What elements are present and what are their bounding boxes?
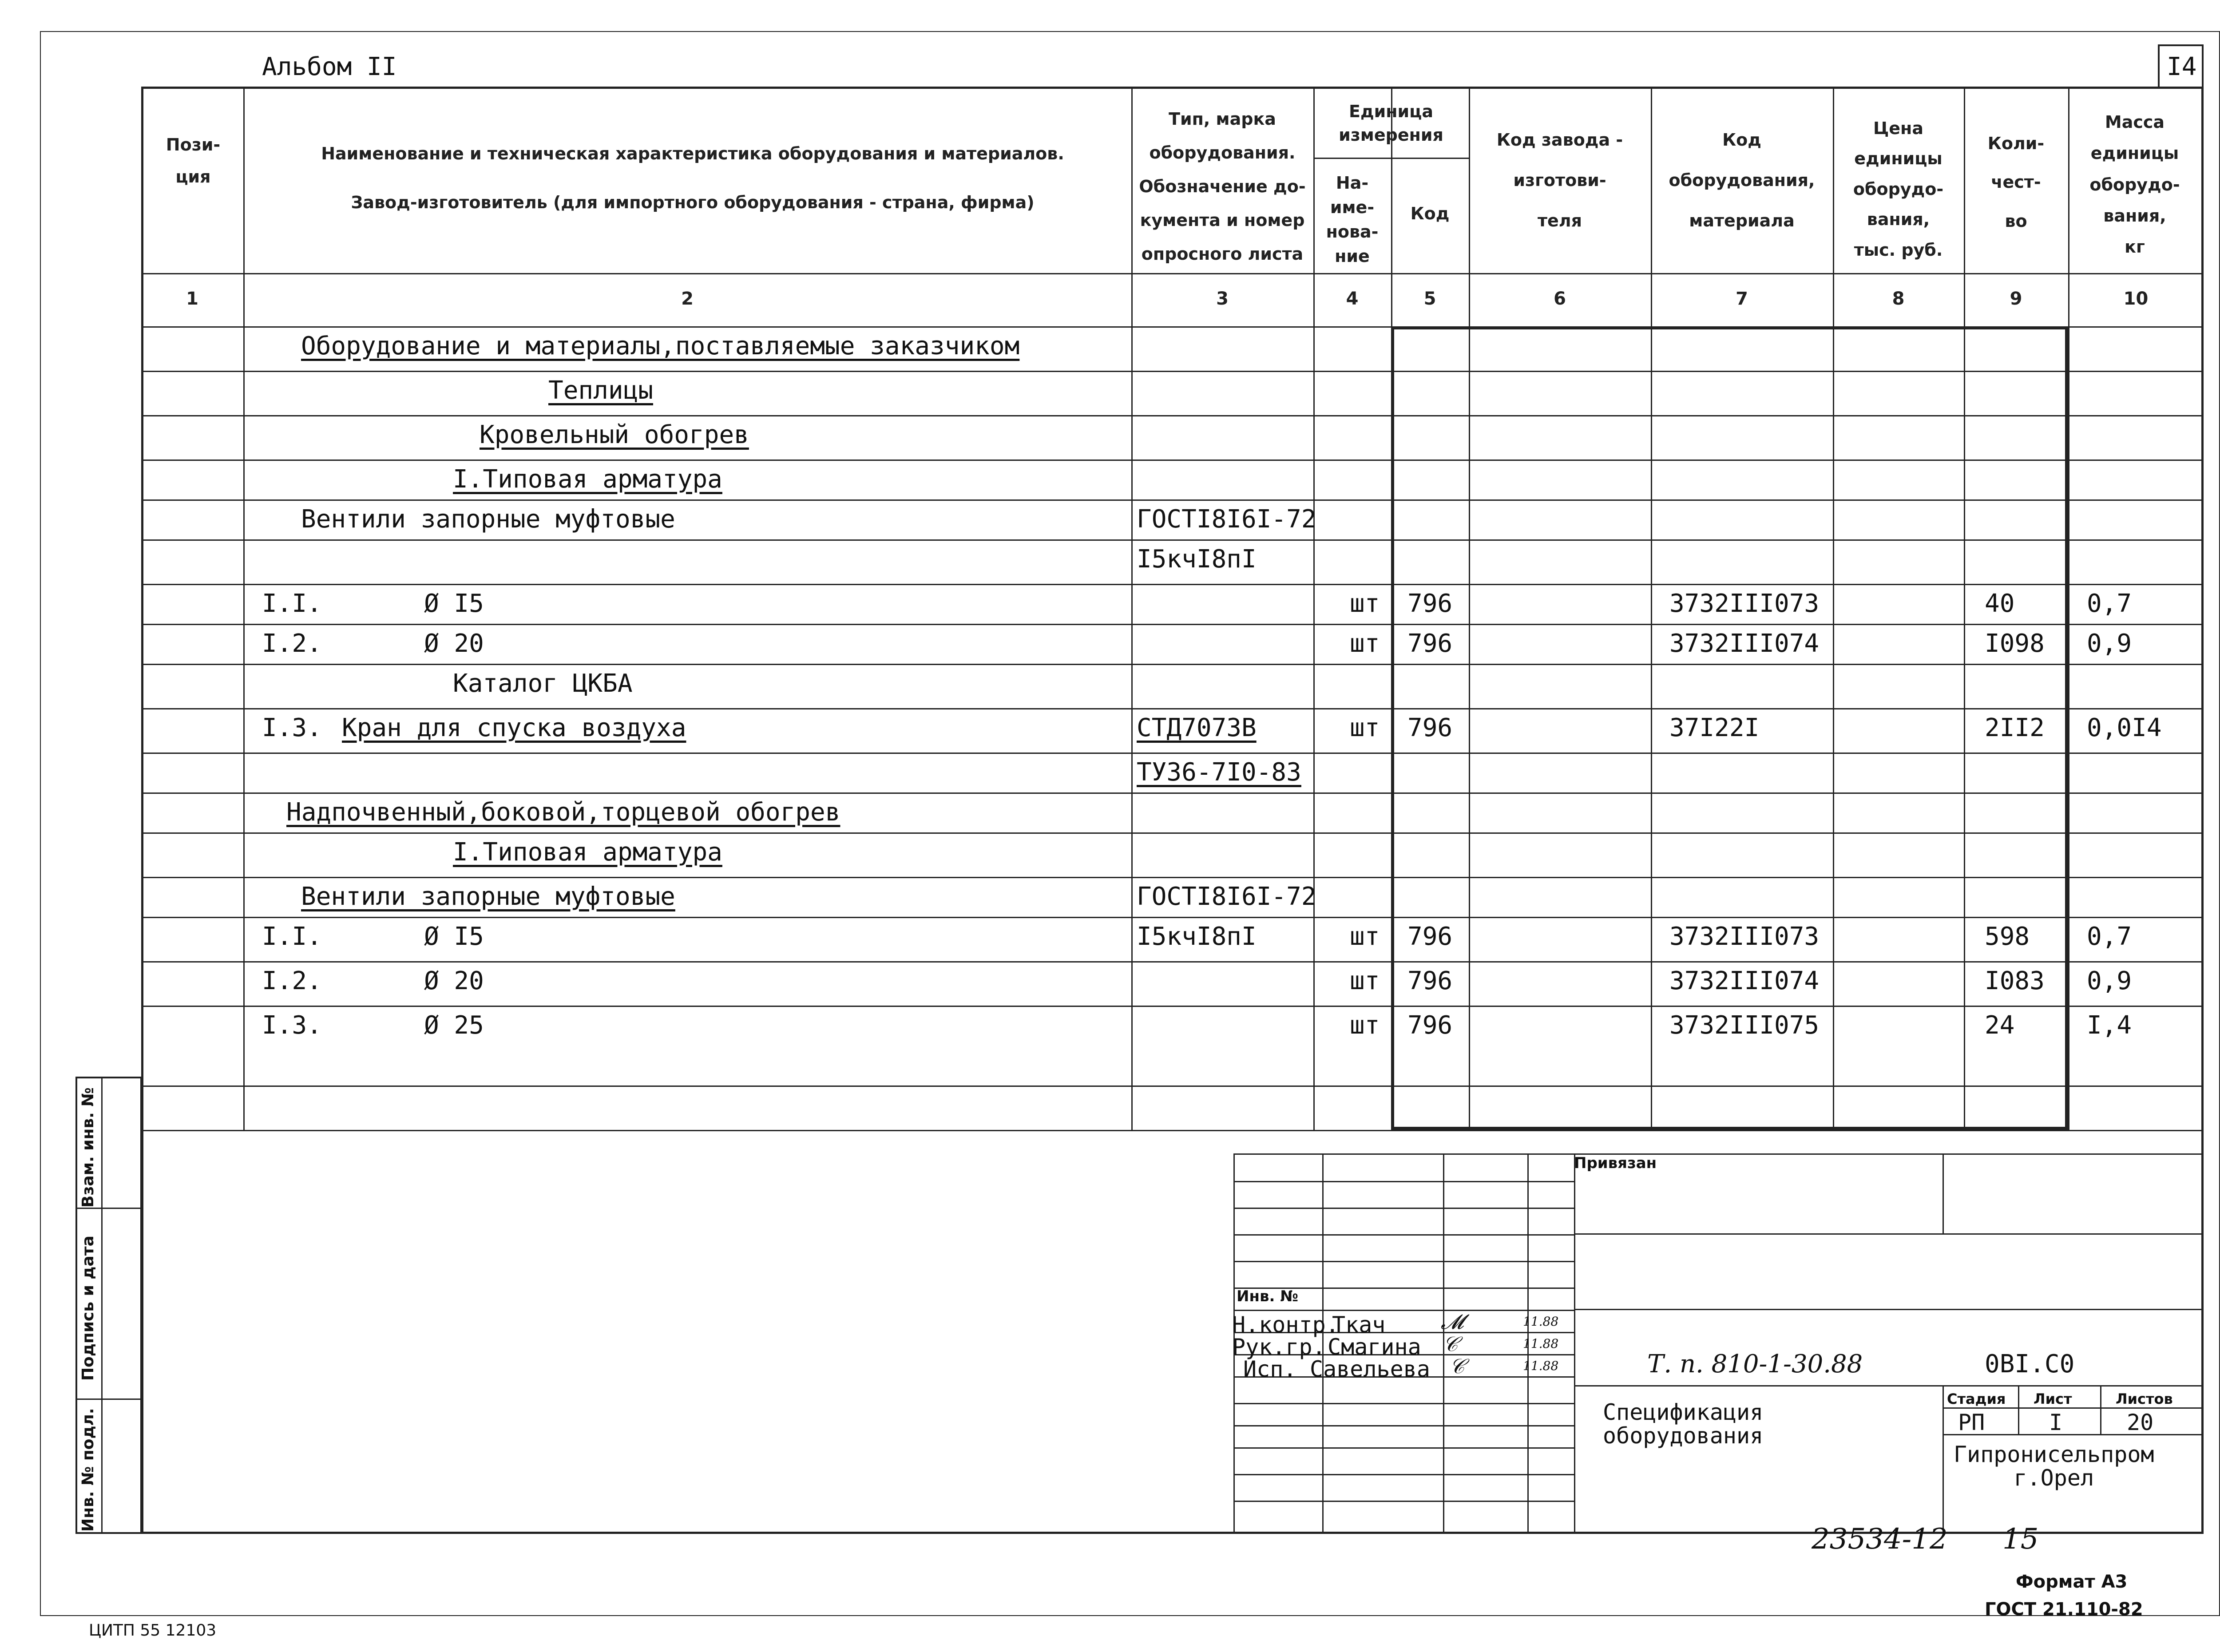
- bound-bottom: [1574, 1233, 2204, 1235]
- row-mass: 0,9: [2087, 967, 2132, 995]
- column-number: 7: [1736, 289, 1748, 309]
- row-name: Ø 25: [424, 1011, 484, 1040]
- row-position: I.I.: [262, 589, 322, 618]
- citp-label: ЦИТП 55 12103: [89, 1621, 217, 1640]
- column-number: 3: [1216, 289, 1229, 309]
- column-number: 9: [2010, 289, 2022, 309]
- col-qty-header: Коли- чест- во: [1987, 134, 2045, 231]
- stage-label: Стадия: [1947, 1391, 2006, 1407]
- column-number: 2: [681, 289, 694, 309]
- row-unit: шт: [1350, 589, 1380, 618]
- row-name: Кровельный обогрев: [480, 420, 749, 449]
- side-divider-v: [101, 1077, 103, 1534]
- inv-label: Инв. №: [1237, 1288, 1299, 1305]
- row-position: I.3.: [262, 1011, 322, 1040]
- album-label: Альбом II: [262, 52, 397, 81]
- row-type: ГОСТI8I6I-72: [1137, 505, 1316, 534]
- stamp-row: [1233, 1181, 1574, 1182]
- row-name: Вентили запорные муфтовые: [301, 505, 675, 534]
- row-name: Оборудование и материалы,поставляемые заказчиком: [301, 332, 1020, 361]
- stage-header-bottom: [1942, 1407, 2204, 1409]
- row-quantity: 24: [1985, 1011, 2015, 1040]
- row-mass: I,4: [2087, 1011, 2132, 1040]
- row-equipment-code: 37I22I: [1669, 713, 1760, 742]
- row-equipment-code: 3732III074: [1669, 629, 1820, 658]
- document-title: Спецификация оборудования: [1603, 1399, 1764, 1449]
- stamp-row: [1233, 1208, 1574, 1209]
- row-unit-code: 796: [1407, 967, 1453, 995]
- row-unit-code: 796: [1407, 713, 1453, 742]
- row-mass: 0,0I4: [2087, 713, 2162, 742]
- row-type: ТУ36-7I0-83: [1137, 758, 1301, 787]
- project-bottom: [1574, 1385, 2204, 1387]
- document-code: 0BI.C0: [1985, 1350, 2075, 1379]
- col-type-header: Тип, марка оборудования. Обозначение до- кумента и номер опросного листа: [1139, 109, 1306, 264]
- row-name: I.Типовая арматура: [453, 838, 722, 867]
- row-type: ГОСТI8I6I-72: [1137, 882, 1316, 911]
- column-number: 6: [1554, 289, 1566, 309]
- row-name: Каталог ЦКБА: [453, 669, 633, 698]
- stage-col-divider: [2018, 1385, 2019, 1434]
- row-equipment-code: 3732III073: [1669, 922, 1820, 951]
- role-isp: Исп.: [1243, 1356, 1297, 1382]
- row-quantity: I083: [1985, 967, 2045, 995]
- row-position: I.3.: [262, 713, 322, 742]
- row-position: I.2.: [262, 967, 322, 995]
- bound-label: Привязан: [1574, 1154, 1657, 1172]
- role-n-kontr: Н.контр.: [1232, 1312, 1339, 1338]
- row-mass: 0,7: [2087, 589, 2132, 618]
- col-equipment-code-header: Код оборудования, материала: [1669, 130, 1815, 231]
- row-name: I.Типовая арматура: [453, 465, 722, 494]
- column-number: 8: [1892, 289, 1905, 309]
- col-unit-code-header: Код: [1410, 204, 1450, 223]
- bound-divider: [1942, 1153, 1944, 1233]
- handwritten-page: 15: [2002, 1523, 2039, 1556]
- row-quantity: I098: [1985, 629, 2045, 658]
- format-label: Формат А3: [2016, 1572, 2128, 1592]
- row-name: Ø I5: [424, 589, 484, 618]
- side-label-inv-podl: Инв. № подл.: [79, 1408, 97, 1532]
- row-name: Ø I5: [424, 922, 484, 951]
- date-1: 11.88: [1523, 1314, 1559, 1329]
- stamp-row: [1233, 1501, 1574, 1502]
- col-name-header-b: Завод-изготовитель (для импортного оборудования - страна, фирма): [351, 193, 1035, 212]
- name-smagina: Смагина: [1328, 1334, 1421, 1360]
- stamp-row: [1233, 1234, 1574, 1236]
- row-type: I5кчI8пI: [1137, 545, 1257, 574]
- col-position-header: Пози- ция: [166, 135, 221, 187]
- signature-1: 𝓜: [1441, 1310, 1464, 1334]
- row-name: Теплицы: [548, 376, 654, 405]
- row-type: СТД7073В: [1137, 713, 1257, 742]
- column-number: 5: [1423, 289, 1436, 309]
- column-number: 1: [186, 289, 198, 309]
- role-ruk-gr: Рук.гр.: [1232, 1334, 1326, 1360]
- stamp-column: [1574, 1153, 1575, 1534]
- stamp-row: [1233, 1425, 1574, 1426]
- row-name: Ø 20: [424, 967, 484, 995]
- column-number: 10: [2123, 289, 2149, 309]
- stamp-row: [1233, 1261, 1574, 1262]
- row-unit-code: 796: [1407, 589, 1453, 618]
- col-name-header-a: Наименование и техническая характеристика оборудования и материалов.: [321, 144, 1064, 163]
- row-equipment-code: 3732III074: [1669, 967, 1820, 995]
- sheet-label: Лист: [2034, 1391, 2072, 1407]
- stamp-row: [1233, 1474, 1574, 1475]
- stage-value: РП: [1958, 1410, 1985, 1435]
- col-mass-header: Масса единицы оборудо- вания, кг: [2089, 112, 2180, 257]
- signature-2: 𝒞: [1443, 1332, 1458, 1356]
- row-equipment-code: 3732III073: [1669, 589, 1820, 618]
- row-unit-code: 796: [1407, 629, 1453, 658]
- row-unit: шт: [1350, 967, 1380, 995]
- side-divider-2: [75, 1398, 142, 1400]
- sheet-col-divider: [2100, 1385, 2101, 1434]
- row-name: Кран для спуска воздуха: [342, 713, 686, 742]
- row-name: Вентили запорные муфтовые: [301, 882, 675, 911]
- col-unit-header: Единица измерения: [1339, 102, 1443, 145]
- side-label-podpis: Подпись и дата: [79, 1236, 97, 1381]
- project-top: [1574, 1309, 2204, 1310]
- row-name: Ø 20: [424, 629, 484, 658]
- row-quantity: 598: [1985, 922, 2030, 951]
- row-quantity: 2II2: [1985, 713, 2045, 742]
- stamp-row: [1233, 1447, 1574, 1449]
- column-divider: [243, 87, 245, 1130]
- row-unit: шт: [1350, 629, 1380, 658]
- row-mass: 0,7: [2087, 922, 2132, 951]
- table-bottom-line: [141, 1130, 2204, 1131]
- row-equipment-code: 3732III075: [1669, 1011, 1820, 1040]
- row-unit: шт: [1350, 922, 1380, 951]
- col-unit-name-header: На- име- нова- ние: [1326, 173, 1379, 266]
- stamp-row: [1233, 1310, 1574, 1311]
- row-unit-code: 796: [1407, 922, 1453, 951]
- project-number: Т. п. 810-1-30.88: [1647, 1350, 1863, 1379]
- row-name: Надпочвенный,боковой,торцевой обогрев: [286, 798, 840, 827]
- row-type: I5кчI8пI: [1137, 922, 1257, 951]
- sheets-label: Листов: [2116, 1391, 2173, 1407]
- date-3: 11.88: [1523, 1359, 1559, 1373]
- row-quantity: 40: [1985, 589, 2015, 618]
- header-bottom-line: [141, 273, 2204, 274]
- signature-3: 𝒞: [1450, 1354, 1465, 1378]
- organization: Гипронисельпром г.Орел: [1954, 1442, 2154, 1491]
- row-unit: шт: [1350, 713, 1380, 742]
- side-divider-1: [75, 1208, 142, 1209]
- sheet-number: I4: [2167, 52, 2197, 81]
- row-unit: шт: [1350, 1011, 1380, 1040]
- col-price-header: Цена единицы оборудо- вания, тыс. руб.: [1853, 119, 1944, 260]
- row-unit-code: 796: [1407, 1011, 1453, 1040]
- name-tkach: Ткач: [1332, 1312, 1386, 1338]
- col-factory-code-header: Код завода - изготови- теля: [1496, 130, 1623, 231]
- handwritten-number: 23534-12: [1812, 1523, 1948, 1556]
- unit-subdivider: [1313, 158, 1469, 159]
- side-label-vzam: Взам. инв. №: [79, 1087, 97, 1208]
- gost-label: ГОСТ 21.110-82: [1985, 1599, 2143, 1620]
- row-position: I.I.: [262, 922, 322, 951]
- sheet-value: I: [2049, 1410, 2063, 1435]
- stamp-row: [1233, 1403, 1574, 1404]
- row-position: I.2.: [262, 629, 322, 658]
- row-mass: 0,9: [2087, 629, 2132, 658]
- sheets-value: 20: [2127, 1410, 2154, 1435]
- date-2: 11.88: [1523, 1336, 1559, 1351]
- name-savelieva: Савельева: [1310, 1356, 1430, 1382]
- column-number: 4: [1346, 289, 1359, 309]
